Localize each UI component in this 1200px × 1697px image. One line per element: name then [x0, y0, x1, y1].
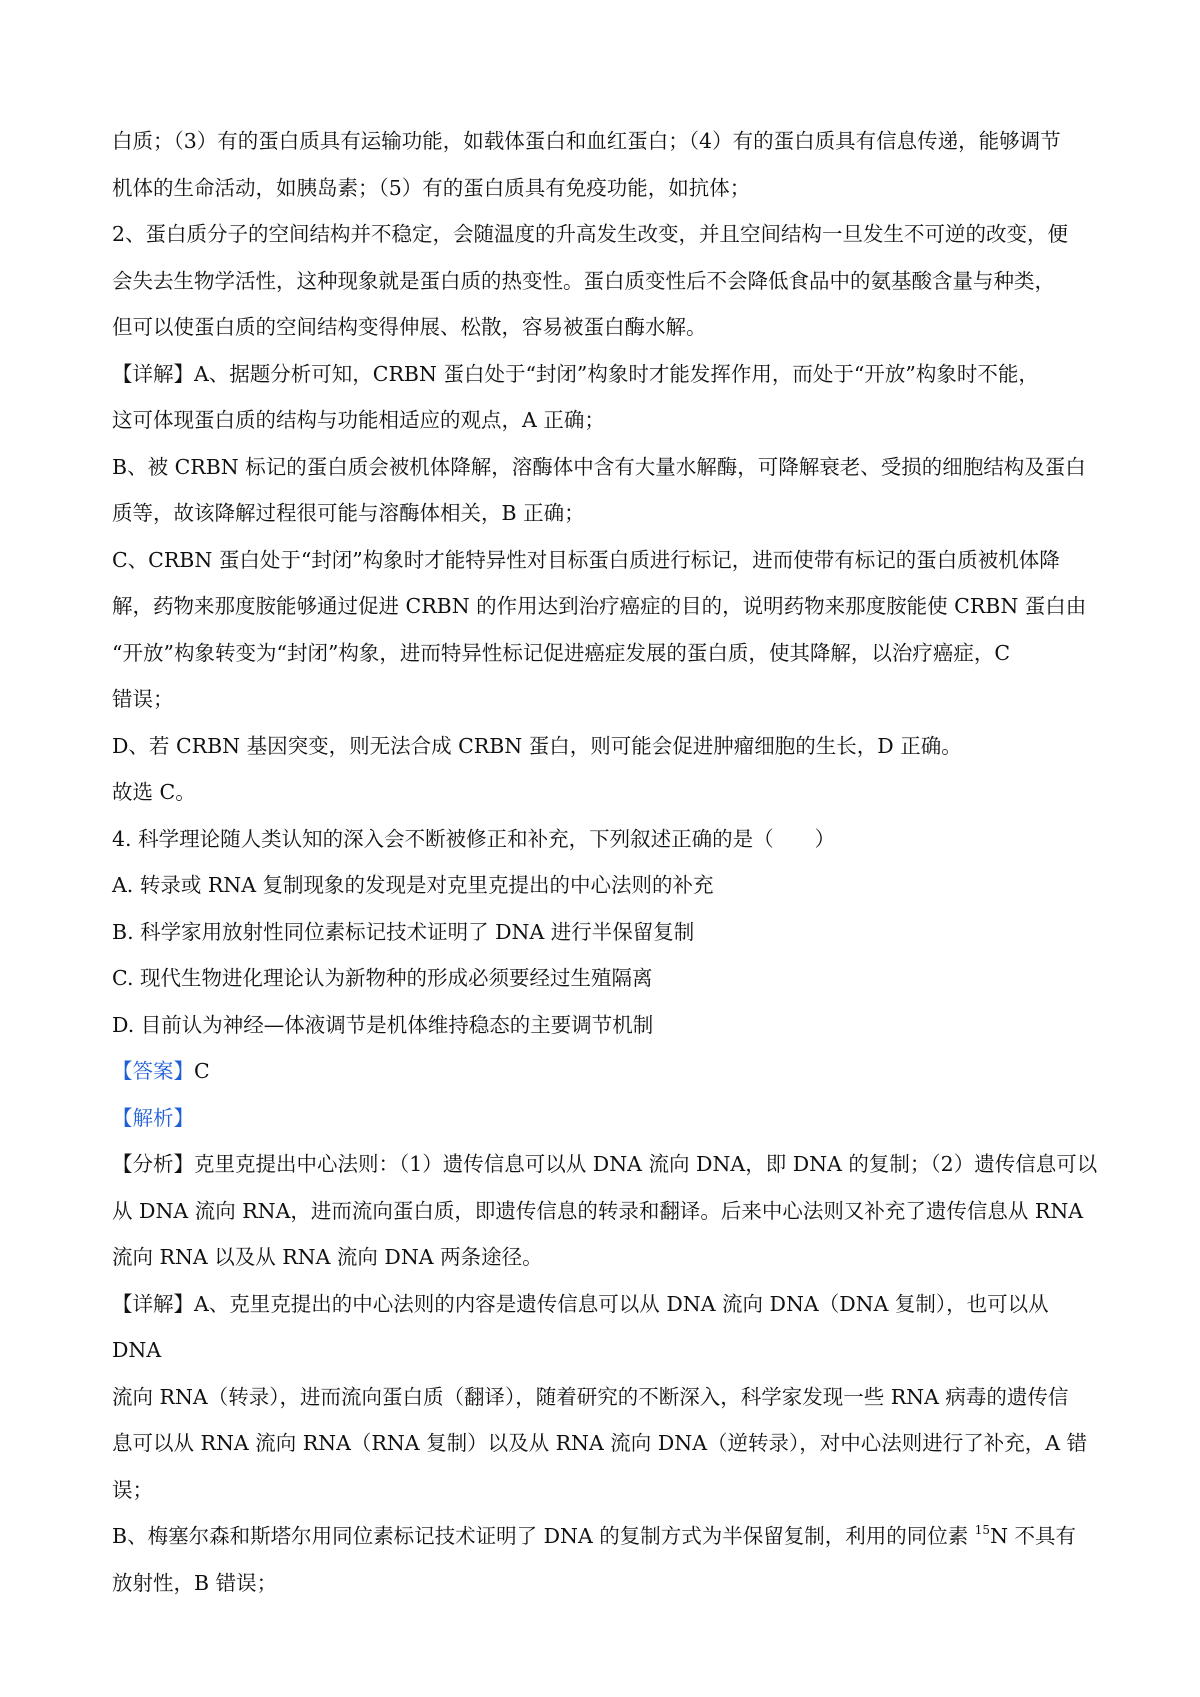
text-line: 【分析】克里克提出中心法则：（1）遗传信息可以从 DNA 流向 DNA，即 DNA 的复制；（2）遗传信息可以 [112, 1152, 1098, 1176]
text-line: 但可以使蛋白质的空间结构变得伸展、松散，容易被蛋白酶水解。 [112, 315, 707, 339]
answer-line [112, 1048, 1098, 1095]
question-stem: 4. 科学理论随人类认知的深入会不断被修正和补充，下列叙述正确的是（ ） [112, 826, 836, 851]
text-line: 机体的生命活动，如胰岛素；（5）有的蛋白质具有免疫功能，如抗体； [112, 175, 751, 200]
option-b: B. 科学家用放射性同位素标记技术证明了 DNA 进行半保留复制 [112, 919, 695, 944]
answer-value: C [194, 1059, 210, 1083]
text-line: 【详解】A、克里克提出的中心法则的内容是遗传信息可以从 DNA 流向 DNA（DNA 复制），也可以从 DNA [112, 1291, 1049, 1362]
text-segment: B、梅塞尔森和斯塔尔用同位素标记技术证明了 DNA 的复制方式为半保留复制，利用的同位素 [112, 1524, 975, 1548]
text-line: 白质；（3）有的蛋白质具有运输功能，如载体蛋白和血红蛋白；（4）有的蛋白质具有信息传递，能够调节 [112, 129, 1061, 153]
text-line [112, 1513, 1098, 1560]
text-line: 流向 RNA 以及从 RNA 流向 DNA 两条途径。 [112, 1245, 543, 1269]
text-line: C、CRBN 蛋白处于“封闭”构象时才能特异性对目标蛋白质进行标记，进而使带有标记的蛋白质被机体降 [112, 547, 1060, 572]
option-d: D. 目前认为神经—体液调节是机体维持稳态的主要调节机制 [112, 1012, 654, 1037]
text-line: 会失去生物学活性，这种现象就是蛋白质的热变性。蛋白质变性后不会降低食品中的氨基酸含量与种类， [112, 268, 1055, 293]
text-line: 质等，故该降解过程很可能与溶酶体相关，B 正确； [112, 501, 585, 525]
text-line: 【详解】A、据题分析可知，CRBN 蛋白处于“封闭”构象时才能发挥作用，而处于“开放”构象时不能， [112, 361, 1039, 386]
option-c: C. 现代生物进化理论认为新物种的形成必须要经过生殖隔离 [112, 966, 653, 990]
text-line: 错误； [112, 687, 174, 711]
text-line: 解，药物来那度胺能够通过促进 CRBN 的作用达到治疗癌症的目的，说明药物来那度胺能使 CRBN 蛋白由 [112, 594, 1087, 618]
analysis-heading [112, 1095, 1098, 1142]
text-line: “开放”构象转变为“封闭”构象，进而特异性标记促进癌症发展的蛋白质，使其降解，以治疗癌症，C [112, 640, 1011, 665]
analysis-tag: 【解析】 [112, 1105, 194, 1130]
text-line: B、被 CRBN 标记的蛋白质会被机体降解，溶酶体中含有大量水解酶，可降解衰老、受损的细胞结构及蛋白 [112, 454, 1086, 479]
text-line: 流向 RNA（转录），进而流向蛋白质（翻译），随着研究的不断深入，科学家发现一些 RNA 病毒的遗传信 [112, 1384, 1069, 1409]
isotope-superscript: 15 [974, 1523, 991, 1537]
option-a: A. 转录或 RNA 复制现象的发现是对克里克提出的中心法则的补充 [112, 873, 714, 897]
text-line: 息可以从 RNA 流向 RNA（RNA 复制）以及从 RNA 流向 DNA（逆转录），对中心法则进行了补充，A 错误； [112, 1431, 1088, 1502]
text-line: 放射性，B 错误； [112, 1570, 278, 1595]
answer-tag: 【答案】 [112, 1059, 194, 1083]
document-body [112, 118, 1098, 1606]
text-line: 2、蛋白质分子的空间结构并不稳定，会随温度的升高发生改变，并且空间结构一旦发生不可逆的改变，便 [112, 222, 1069, 246]
text-segment: N 不具有 [990, 1524, 1077, 1548]
text-line: 从 DNA 流向 RNA，进而流向蛋白质，即遗传信息的转录和翻译。后来中心法则又补充了遗传信息从 RNA [112, 1198, 1084, 1223]
text-line: 这可体现蛋白质的结构与功能相适应的观点，A 正确； [112, 408, 605, 432]
text-line: 故选 C。 [112, 780, 196, 804]
text-line: D、若 CRBN 基因突变，则无法合成 CRBN 蛋白，则可能会促进肿瘤细胞的生长，D 正确。 [112, 733, 962, 758]
